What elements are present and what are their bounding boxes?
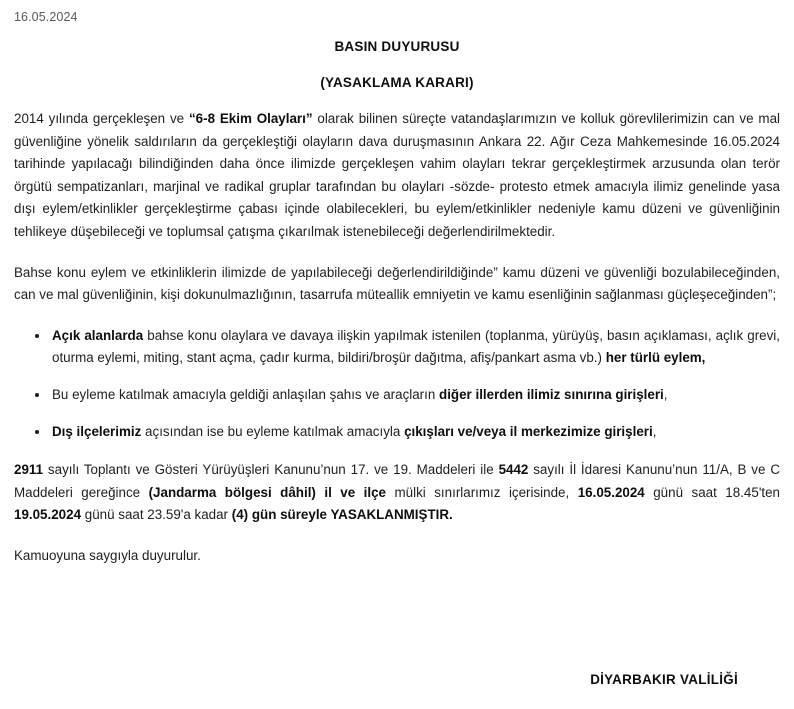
bullet-body-text: Bu eyleme katılmak amacıyla geldiği anlaşılan şahıs ve araçların xyxy=(52,386,440,402)
ban-duration-statement: (4) gün süreyle YASAKLANMIŞTIR. xyxy=(231,507,453,523)
paragraph-assessment: Bahse konu eylem ve etkinliklerin ilimizde de yapılabileceği değerlendirildiğinde” kamu düzeni ve güvenliği bozulabileceğinden, can ve mal güvenliğinin, kişi dokunulmazlığının, tasarrufa müteallik emniyetin ve kamu esenliğinin sağlanması güçleşeceğinden”; xyxy=(14,264,780,303)
bullet-body-text: açısından ise bu eyleme katılmak amacıyla xyxy=(141,423,405,439)
legal-text-1: sayılı Toplantı ve Gösteri Yürüyüşleri Kanunu’nun 17. ve 19. Maddeleri ile xyxy=(43,462,499,478)
list-item xyxy=(50,325,780,370)
list-item xyxy=(50,384,780,407)
bullet-tail-bold: çıkışları ve/veya il merkezimize girişleri xyxy=(404,423,653,439)
document-date: 16.05.2024 xyxy=(14,10,78,24)
bullet-end-text: , xyxy=(663,386,668,402)
law-number-5442: 5442 xyxy=(498,462,529,478)
document-body xyxy=(14,108,780,568)
bullet-lead-bold: Açık alanlarda xyxy=(52,327,144,343)
bullet-dot-icon xyxy=(35,430,39,434)
law-number-2911: 2911 xyxy=(14,462,44,478)
document-title: BASIN DUYURUSU xyxy=(334,39,460,54)
legal-text-5: günü saat 23.59'a kadar xyxy=(81,507,232,523)
bullet-body-text: bahse konu olaylara ve davaya ilişkin yapılmak istenilen (toplanma, yürüyüş, basın açıklaması, açlık grevi, oturma eylemi, miting, stant açma, çadır kurma, bildiri/broşür dağıtma, afiş/pankart asma vb.) xyxy=(52,327,780,366)
ban-start-date: 16.05.2024 xyxy=(577,484,645,500)
intro-quoted-term: “6-8 Ekim Olayları” xyxy=(188,111,313,126)
intro-text-part2: olarak bilinen süreçte vatandaşlarımızın ve kolluk görevlilerimizin can ve mal güvenliğine yönelik saldırıların da gerçekleştiği olayların dava duruşmasının Ankara 22. Ağır Ceza Mahkemesinde 16.05.2024 tarihinde yapılacağı bilindiğinden daha önce ilimizde gerçekleşen vahim olayları tekrar gerçekleştirmek arzusunda olan terör örgütü sempatizanları, marjinal ve radikal gruplar tarafından bu olayları -sözde- protesto etmek amacıyla ilimiz genelinde yasa dışı eylem/etkinlikler gerçekleştirme çabası içinde olabilecekleri, bu eylem/etkinlikler nedeniyle kamu düzeni ve güvenliğinin tehlikeye düşebileceği ve toplumsal çatışma çıkarılmak istenebileceği değerlendirilmektedir. xyxy=(14,111,780,239)
paragraph-intro xyxy=(14,108,780,244)
bullet-dot-icon xyxy=(35,334,39,338)
paragraph-legal-basis xyxy=(14,459,780,527)
bullet-tail-bold: her türlü eylem, xyxy=(605,350,706,366)
intro-text-part1: 2014 yılında gerçekleşen ve xyxy=(14,111,189,126)
bullet-end-text: , xyxy=(652,423,657,439)
list-item xyxy=(50,421,780,444)
legal-text-4: günü saat 18.45'ten xyxy=(644,484,780,500)
legal-text-2: sayılı İl İdaresi Kanunu’nun 11/A, B ve C Maddeleri gereğince xyxy=(14,462,780,500)
document-subtitle: (YASAKLAMA KARARI) xyxy=(320,75,474,90)
legal-text-3: mülki sınırlarımız içerisinde, xyxy=(386,484,578,500)
ban-end-date: 19.05.2024 xyxy=(14,507,82,523)
bullet-tail-bold: diğer illerden ilimiz sınırına girişleri xyxy=(439,386,664,402)
document-signature: DİYARBAKIR VALİLİĞİ xyxy=(590,672,738,687)
prohibited-actions-list xyxy=(14,325,780,443)
paragraph-closing: Kamuoyuna saygıyla duyurulur. xyxy=(14,547,201,563)
bullet-lead-bold: Dış ilçelerimiz xyxy=(52,423,142,439)
legal-scope-bold: (Jandarma bölgesi dâhil) il ve ilçe xyxy=(148,484,387,500)
bullet-dot-icon xyxy=(35,393,39,397)
